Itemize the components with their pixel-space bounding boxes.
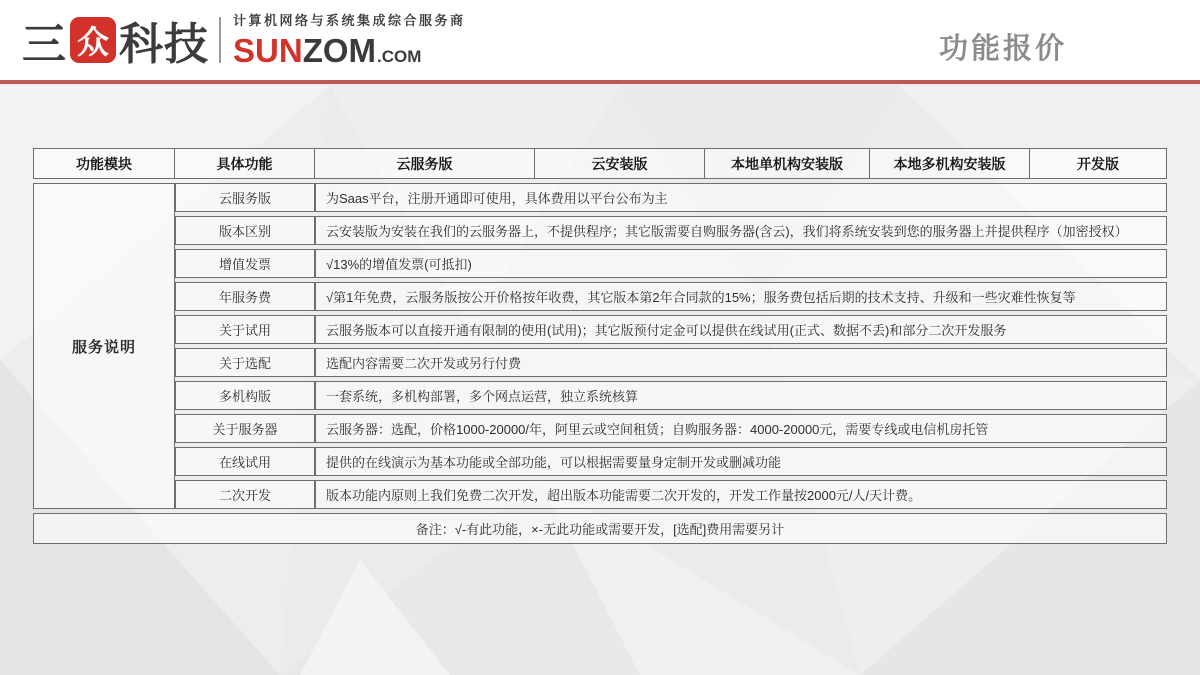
company-logo bbox=[22, 8, 466, 72]
logo-mark-icon: 众 bbox=[70, 17, 116, 63]
table-row bbox=[33, 183, 1167, 212]
feature-cell: 版本区别 bbox=[175, 216, 315, 245]
feature-cell: 年服务费 bbox=[175, 282, 315, 311]
table-row bbox=[33, 282, 1167, 311]
pricing-table bbox=[33, 144, 1167, 548]
column-header-dev: 开发版 bbox=[1030, 148, 1167, 179]
top-header bbox=[0, 0, 1200, 84]
brand-zom: ZOM bbox=[302, 32, 377, 69]
column-header-cloud-service: 云服务版 bbox=[315, 148, 535, 179]
feature-cell: 云服务版 bbox=[175, 183, 315, 212]
description-cell: 提供的在线演示为基本功能或全部功能，可以根据需要量身定制开发或删减功能 bbox=[315, 447, 1167, 476]
description-cell: √13%的增值发票(可抵扣) bbox=[315, 249, 1167, 278]
logo-tagline: 计算机网络与系统集成综合服务商 bbox=[233, 13, 466, 28]
note-row bbox=[33, 513, 1167, 544]
brand-sun: SUN bbox=[233, 32, 303, 69]
logo-subblock bbox=[233, 10, 466, 70]
table-row bbox=[33, 315, 1167, 344]
module-cell: 服务说明 bbox=[33, 183, 175, 509]
feature-cell: 增值发票 bbox=[175, 249, 315, 278]
column-header-local-single: 本地单机构安装版 bbox=[705, 148, 870, 179]
table-row bbox=[33, 480, 1167, 509]
column-header-local-multi: 本地多机构安装版 bbox=[870, 148, 1030, 179]
column-header-module: 功能模块 bbox=[33, 148, 175, 179]
description-cell: 选配内容需要二次开发或另行付费 bbox=[315, 348, 1167, 377]
table-row bbox=[33, 381, 1167, 410]
logo-domain bbox=[233, 32, 466, 70]
table-row bbox=[33, 348, 1167, 377]
feature-cell: 关于服务器 bbox=[175, 414, 315, 443]
feature-cell: 多机构版 bbox=[175, 381, 315, 410]
description-cell: 云服务版本可以直接开通有限制的使用(试用)；其它版预付定金可以提供在线试用(正式、数据不丢)和部分二次开发服务 bbox=[315, 315, 1167, 344]
logo-text-left: 三 bbox=[22, 20, 67, 69]
table-row bbox=[33, 216, 1167, 245]
column-header-feature: 具体功能 bbox=[175, 148, 315, 179]
description-cell: √第1年免费，云服务版按公开价格按年收费，其它版本第2年合同款的15%；服务费包括后期的技术支持、升级和一些灾难性恢复等 bbox=[315, 282, 1167, 311]
brand-suffix: .COM bbox=[377, 47, 422, 66]
description-cell: 云安装版为安装在我们的云服务器上，不提供程序；其它版需要自购服务器(含云)，我们将系统安装到您的服务器上并提供程序（加密授权） bbox=[315, 216, 1167, 245]
feature-cell: 二次开发 bbox=[175, 480, 315, 509]
table-row bbox=[33, 447, 1167, 476]
page-title: 功能报价 bbox=[938, 33, 1067, 65]
description-cell: 为Saas平台，注册开通即可使用，具体费用以平台公布为主 bbox=[315, 183, 1167, 212]
logo-divider bbox=[219, 17, 221, 63]
column-header-cloud-install: 云安装版 bbox=[535, 148, 705, 179]
feature-cell: 关于试用 bbox=[175, 315, 315, 344]
note-cell: 备注：√-有此功能，×-无此功能或需要开发，[选配]费用需要另计 bbox=[33, 513, 1167, 544]
logo-text-right: 科技 bbox=[119, 20, 209, 69]
table-row bbox=[33, 414, 1167, 443]
feature-cell: 关于选配 bbox=[175, 348, 315, 377]
description-cell: 云服务器：选配，价格1000-20000/年，阿里云或空间租赁；自购服务器：4000-20000元，需要专线或电信机房托管 bbox=[315, 414, 1167, 443]
logo-wordmark bbox=[22, 8, 209, 72]
table-header-row bbox=[33, 148, 1167, 179]
description-cell: 版本功能内原则上我们免费二次开发，超出版本功能需要二次开发的，开发工作量按2000元/人/天计费。 bbox=[315, 480, 1167, 509]
table-row bbox=[33, 249, 1167, 278]
feature-cell: 在线试用 bbox=[175, 447, 315, 476]
description-cell: 一套系统，多机构部署，多个网点运营，独立系统核算 bbox=[315, 381, 1167, 410]
